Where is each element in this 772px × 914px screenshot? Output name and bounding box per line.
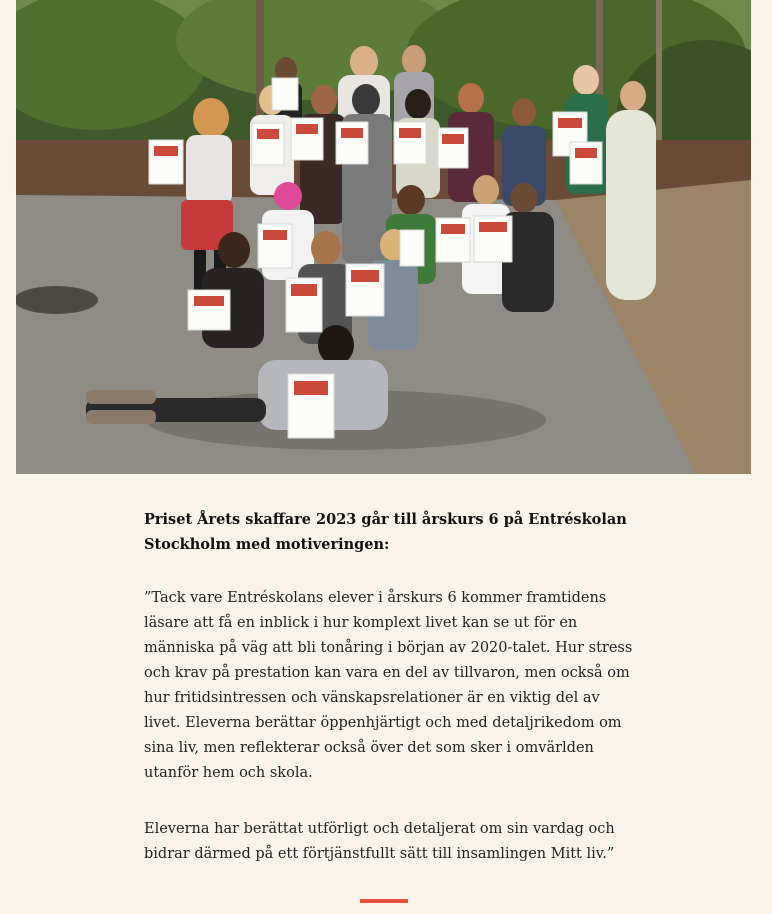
article-paragraph-motivation: ”Tack vare Entréskolans elever i årskurs 6 kommer framtidens läsare att få en inblick i hur komplext livet kan se ut för en människa på väg att bli tonåring i början av 2020-talet. Hur stress och krav på prestation kan vara en del av tillvaron, men också om hur fritidsintressen och vänskapsrelationer är en viktig del av livet. Eleverna berättar öppenhjärtigt och med detaljrikedom om sina liv, men reflekterar också över det som sker i omvärlden utanför hem och skola. xyxy=(144,590,633,781)
article-paragraph-closing: Eleverna har berättat utförligt och detaljerat om sin vardag och bidrar därmed på ett förtjänstfullt sätt till insamlingen Mitt liv.” xyxy=(144,821,615,862)
article-lead: Priset Årets skaffare 2023 går till årskurs 6 på Entréskolan Stockholm med motiveringen: xyxy=(144,511,627,553)
photo-illustration xyxy=(16,0,751,474)
article-body xyxy=(144,507,634,867)
accent-divider xyxy=(360,899,408,903)
class-photo xyxy=(16,0,751,474)
